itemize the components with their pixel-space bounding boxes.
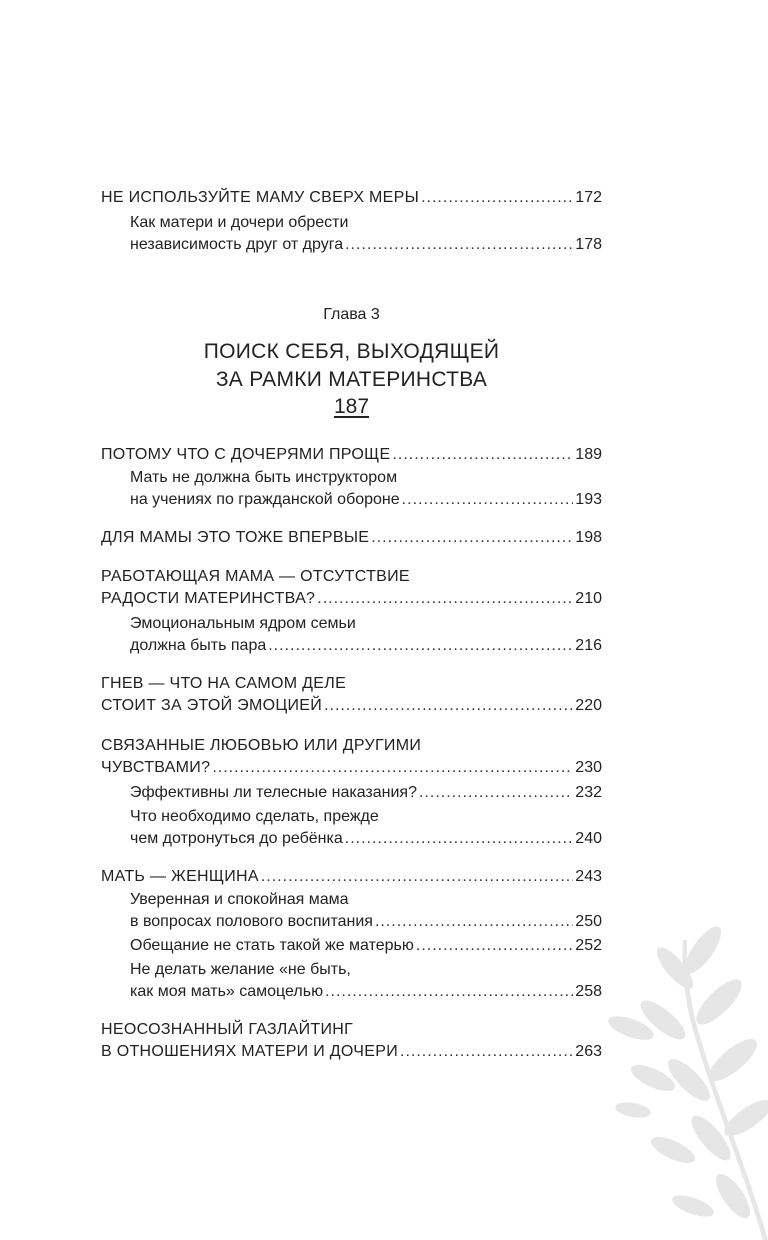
chapter-label: Глава 3 bbox=[323, 306, 380, 323]
toc-entry-title: Эффективны ли телесные наказания? bbox=[130, 784, 417, 801]
toc-entry-page: 250 bbox=[575, 913, 602, 930]
toc-subentry[interactable] bbox=[130, 935, 602, 957]
dot-leader bbox=[416, 935, 573, 957]
toc-subentry[interactable] bbox=[130, 212, 602, 256]
toc-entry[interactable] bbox=[101, 866, 602, 888]
toc-entry-title: Эмоциональным ядром семьи bbox=[130, 615, 356, 632]
toc-entry-page: 193 bbox=[575, 491, 602, 508]
toc-entry-title: Не делать желание «не быть, bbox=[130, 961, 351, 978]
toc-entry-page: 240 bbox=[575, 830, 602, 847]
toc-entry[interactable] bbox=[101, 566, 602, 610]
dot-leader bbox=[375, 911, 573, 933]
dot-leader bbox=[324, 695, 573, 717]
toc-subentry[interactable] bbox=[130, 889, 602, 933]
toc-entry-title: на учениях по гражданской обороне bbox=[130, 491, 400, 508]
chapter-title-line: ПОИСК СЕБЯ, ВЫХОДЯЩЕЙ bbox=[203, 340, 500, 363]
toc-entry-page: 220 bbox=[575, 697, 602, 714]
toc-entry-title: СВЯЗАННЫЕ ЛЮБОВЬЮ ИЛИ ДРУГИМИ bbox=[101, 737, 422, 754]
toc-entry-page: 230 bbox=[575, 759, 602, 776]
toc-subentry[interactable] bbox=[130, 782, 602, 804]
toc-entry-page: 172 bbox=[575, 189, 602, 206]
dot-leader bbox=[317, 588, 573, 610]
toc-entry-title: Мать не должна быть инструктором bbox=[130, 469, 398, 486]
toc-subentry[interactable] bbox=[130, 806, 602, 850]
toc-entry-page: 216 bbox=[575, 637, 602, 654]
toc-entry-title: Как матери и дочери обрести bbox=[130, 214, 349, 231]
toc-entry-title: чем дотронуться до ребёнка bbox=[130, 830, 343, 847]
toc-entry-page: 258 bbox=[575, 983, 602, 1000]
dot-leader bbox=[400, 1041, 573, 1063]
toc-entry-page: 232 bbox=[575, 784, 602, 801]
toc-entry[interactable] bbox=[101, 735, 602, 779]
toc-entry-title: ДЛЯ МАМЫ ЭТО ТОЖЕ ВПЕРВЫЕ bbox=[101, 529, 370, 546]
leaf-branch-icon bbox=[593, 910, 768, 1240]
chapter-page-link[interactable]: 187 bbox=[333, 395, 370, 418]
toc-entry-title: ЧУВСТВАМИ? bbox=[101, 759, 211, 776]
toc-entry[interactable] bbox=[101, 444, 602, 466]
chapter-title-line: ЗА РАМКИ МАТЕРИНСТВА bbox=[215, 368, 488, 391]
toc-entry-title: ПОТОМУ ЧТО С ДОЧЕРЯМИ ПРОЩЕ bbox=[101, 446, 391, 463]
dot-leader bbox=[421, 187, 573, 209]
toc-entry-title: Что необходимо сделать, прежде bbox=[130, 808, 379, 825]
chapter-heading bbox=[101, 304, 602, 420]
toc-entry-title: СТОИТ ЗА ЭТОЙ ЭМОЦИЕЙ bbox=[101, 697, 323, 714]
dot-leader bbox=[371, 527, 573, 549]
toc-entry-page: 189 bbox=[575, 446, 602, 463]
toc-entry-title: независимость друг от друга bbox=[130, 236, 344, 253]
dot-leader bbox=[212, 757, 573, 779]
toc-entry-title: НЕОСОЗНАННЫЙ ГАЗЛАЙТИНГ bbox=[101, 1021, 354, 1038]
toc-entry-title: РАДОСТИ МАТЕРИНСТВА? bbox=[101, 590, 316, 607]
toc-subentry[interactable] bbox=[130, 959, 602, 1003]
toc-subentry[interactable] bbox=[130, 467, 602, 511]
toc-entry-page: 198 bbox=[575, 529, 602, 546]
toc-entry-title: должна быть пара bbox=[130, 637, 267, 654]
toc-entry[interactable] bbox=[101, 187, 602, 209]
dot-leader bbox=[419, 782, 573, 804]
toc-entry-title: РАБОТАЮЩАЯ МАМА — ОТСУТСТВИЕ bbox=[101, 568, 410, 585]
toc-entry-title: НЕ ИСПОЛЬЗУЙТЕ МАМУ СВЕРХ МЕРЫ bbox=[101, 189, 420, 206]
dot-leader bbox=[325, 981, 573, 1003]
toc-entry-page: 243 bbox=[575, 868, 602, 885]
toc-entry-title: в вопросах полового воспитания bbox=[130, 913, 373, 930]
dot-leader bbox=[402, 489, 574, 511]
dot-leader bbox=[392, 444, 573, 466]
toc-subentry[interactable] bbox=[130, 613, 602, 657]
toc-entry-page: 252 bbox=[575, 937, 602, 954]
toc-entry[interactable] bbox=[101, 1019, 602, 1063]
dot-leader bbox=[345, 234, 573, 256]
toc-entry[interactable] bbox=[101, 527, 602, 549]
toc-entry-title: Обещание не стать такой же матерью bbox=[130, 937, 414, 954]
toc-entry-title: ГНЕВ — ЧТО НА САМОМ ДЕЛЕ bbox=[101, 675, 347, 692]
toc-entry-page: 210 bbox=[575, 590, 602, 607]
toc-entry-page: 263 bbox=[575, 1043, 602, 1060]
dot-leader bbox=[261, 866, 573, 888]
dot-leader bbox=[268, 635, 573, 657]
toc-entry-page: 178 bbox=[575, 236, 602, 253]
toc-entry-title: Уверенная и спокойная мама bbox=[130, 891, 349, 908]
toc-entry-title: как моя мать» самоцелью bbox=[130, 983, 324, 1000]
toc-entry[interactable] bbox=[101, 673, 602, 717]
dot-leader bbox=[345, 828, 574, 850]
toc-entry-title: МАТЬ — ЖЕНЩИНА bbox=[101, 868, 259, 885]
toc-entry-title: В ОТНОШЕНИЯХ МАТЕРИ И ДОЧЕРИ bbox=[101, 1043, 398, 1060]
